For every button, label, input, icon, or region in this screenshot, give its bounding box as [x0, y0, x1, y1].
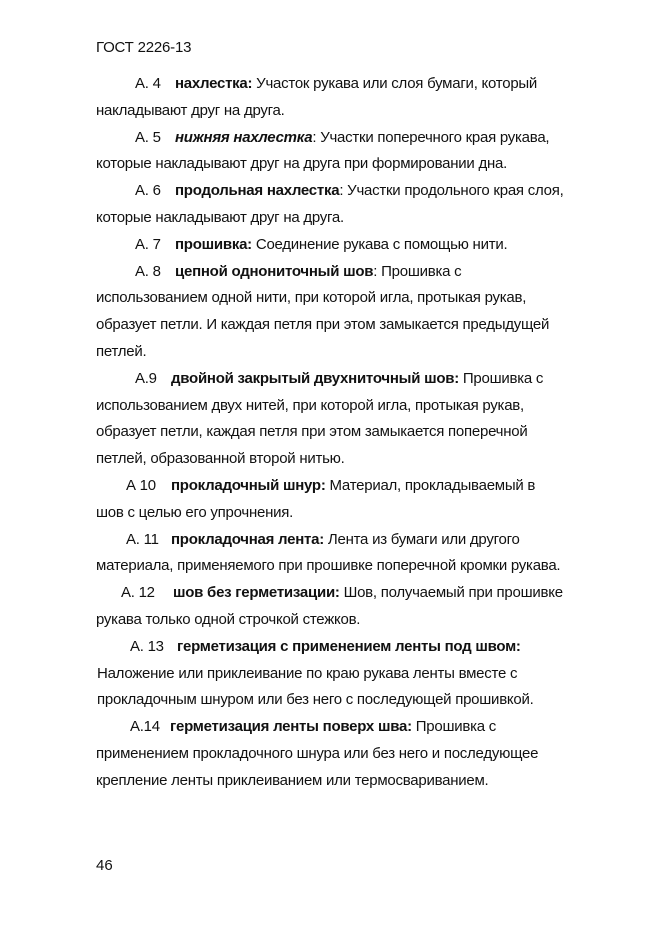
entry-text-line: материала, применяемого при прошивке поперечной кромки рукава.: [96, 557, 561, 575]
entry-first-line: [96, 125, 606, 152]
entry-number: А. 6: [135, 182, 161, 200]
entry-text: Лента из бумаги или другого: [323, 530, 520, 548]
entry-text-line: крепление ленты приклеиванием или термосвариванием.: [96, 771, 489, 789]
entry-text-line: которые накладывают друг на друга при формировании дна.: [96, 155, 508, 173]
entry-text-line: образует петли. И каждая петля при этом замыкается предыдущей: [96, 316, 550, 334]
entry-text-line: применением прокладочного шнура или без него и последующее: [96, 744, 539, 762]
entry-text: : Участки продольного края слоя,: [339, 182, 564, 200]
entry-text-line: петлей.: [96, 342, 147, 360]
entry-text-line: использованием одной нити, при которой игла, протыкая рукав,: [96, 289, 527, 307]
entry-number: А. 11: [126, 530, 159, 548]
entry-text-line: использованием двух нитей, при которой игла, протыкая рукав,: [96, 396, 524, 414]
entry-first-line: [96, 527, 606, 554]
entry-term: герметизация с применением ленты под швом:: [177, 637, 521, 655]
entry-number: А. 8: [135, 262, 161, 280]
entry-term: прокладочная лента:: [171, 530, 324, 548]
entry-text: Шов, получаемый при прошивке: [339, 584, 563, 602]
entry-text-line: рукава только одной строчкой стежков.: [96, 610, 361, 628]
entry-text-line: образует петли, каждая петля при этом замыкается поперечной: [96, 423, 528, 441]
definition-entry: [96, 634, 606, 714]
entry-text-line: Наложение или приклеивание по краю рукава ленты вместе с: [97, 664, 518, 682]
entry-term: нижняя нахлестка: [175, 128, 313, 146]
entry-term: двойной закрытый двухниточный шов:: [171, 369, 459, 387]
definition-entry: [96, 714, 606, 794]
entry-number: А. 13: [130, 637, 164, 655]
entry-term: нахлестка:: [175, 75, 253, 92]
entry-number: А. 4: [135, 75, 161, 92]
definition-entry: [96, 71, 606, 125]
definition-entry: [96, 125, 606, 179]
entry-text-line: прокладочным шнуром или без него с последующей прошивкой.: [97, 691, 534, 709]
entry-term: цепной однониточный шов: [175, 262, 374, 280]
entry-term: продольная нахлестка: [175, 182, 340, 200]
entry-number: А.9: [135, 369, 157, 387]
entry-first-line: [96, 232, 606, 259]
entry-number: А.14: [130, 718, 160, 736]
definition-entry: [96, 527, 606, 581]
entry-number: А. 7: [135, 235, 161, 253]
entry-text: Соединение рукава с помощью нити.: [251, 235, 508, 253]
entry-first-line: [96, 580, 606, 607]
definition-entry: [96, 366, 606, 473]
entry-first-line: [96, 714, 606, 741]
entry-text-line: петлей, образованной второй нитью.: [96, 450, 345, 468]
page-number: 46: [96, 857, 113, 874]
entry-text-line: шов с целью его упрочнения.: [96, 503, 294, 521]
document-header: ГОСТ 2226-13: [96, 39, 192, 56]
entry-text: : Участки поперечного края рукава,: [312, 128, 550, 146]
entry-text: : Прошивка с: [373, 262, 462, 280]
entry-number: А. 5: [135, 128, 161, 146]
entry-text: Участок рукава или слоя бумаги, который: [252, 75, 538, 92]
definition-entry: [96, 232, 606, 259]
definition-entry: [96, 178, 606, 232]
entry-number: А. 12: [121, 584, 155, 602]
entry-term: шов без герметизации:: [173, 584, 340, 602]
entry-number: А 10: [126, 476, 156, 494]
entry-term: прокладочный шнур:: [171, 476, 326, 494]
entry-text-line: которые накладывают друг на друга.: [96, 208, 344, 226]
document-body: [96, 71, 606, 795]
entry-term: герметизация ленты поверх шва:: [170, 718, 412, 736]
entry-term: прошивка:: [175, 235, 252, 253]
definition-entry: [96, 473, 606, 527]
entry-first-line: [96, 178, 606, 205]
entry-text: Прошивка с: [411, 718, 496, 736]
entry-text: Прошивка с: [458, 369, 544, 387]
entry-first-line: [96, 71, 606, 98]
entry-first-line: [96, 366, 606, 393]
entry-text-line: накладывают друг на друга.: [96, 101, 285, 119]
entry-text: Материал, прокладываемый в: [325, 476, 536, 494]
entry-first-line: [96, 259, 606, 286]
definition-entry: [96, 259, 606, 366]
entry-first-line: [96, 634, 606, 661]
entry-first-line: [96, 473, 606, 500]
definition-entry: [96, 580, 606, 634]
